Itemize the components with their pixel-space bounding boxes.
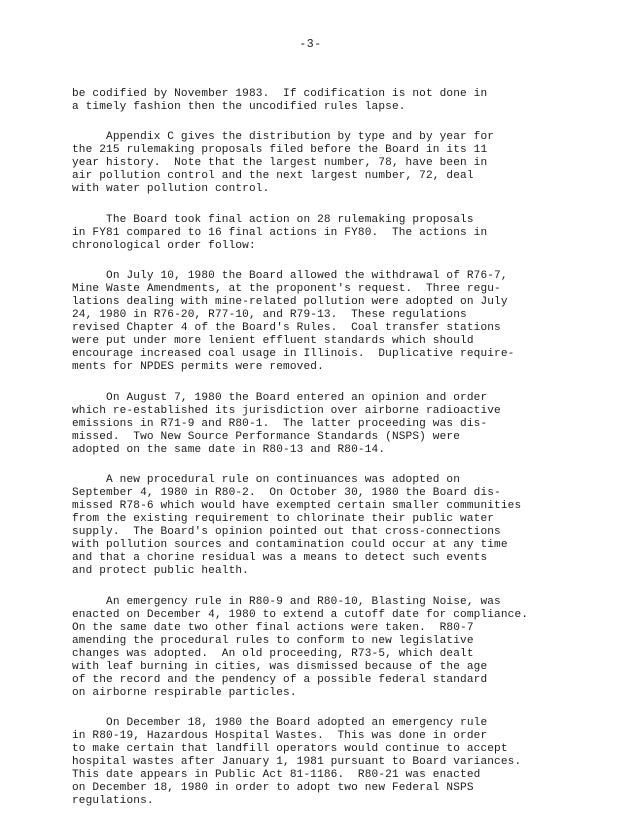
text-line: missed. Two New Source Performance Standards (NSPS) were	[72, 430, 461, 443]
text-line: Mine Waste Amendments, at the proponent's request. Three regu-	[72, 283, 501, 296]
paragraph	[72, 214, 572, 253]
text-line: lations dealing with mine-related pollution were adopted on July	[72, 296, 508, 309]
text-line: This date appears in Public Act 81-1186. R80-21 was enacted	[72, 769, 481, 782]
text-line: which re-established its jurisdiction over airborne radioactive	[72, 404, 501, 417]
text-line: a timely fashion then the uncodified rules lapse.	[72, 101, 406, 114]
text-line: supply. The Board's opinion pointed out that cross-connections	[72, 526, 501, 539]
text-line: encourage increased coal usage in Illinois. Duplicative require-	[72, 348, 515, 361]
text-line: were put under more lenient effluent standards which should	[72, 335, 474, 348]
text-line: 24, 1980 in R76-20, R77-10, and R79-13. These regulations	[72, 309, 467, 322]
text-line: with pollution sources and contamination could occur at any time	[72, 539, 508, 552]
text-line: in R80-19, Hazardous Hospital Wastes. This was done in order	[72, 730, 488, 743]
text-line: to make certain that landfill operators would continue to accept	[72, 743, 508, 756]
text-line: emissions in R71-9 and R80-1. The latter proceeding was dis-	[72, 417, 488, 430]
text-line: the 215 rulemaking proposals filed before the Board in its 11	[72, 144, 488, 157]
text-line: hospital wastes after January 1, 1981 pursuant to Board variances.	[72, 756, 522, 769]
paragraph	[72, 270, 572, 374]
paragraph	[72, 717, 572, 808]
text-line: adopted on the same date in R80-13 and R80-14.	[72, 443, 386, 456]
paragraph	[72, 596, 572, 700]
text-line: chronological order follow:	[72, 239, 256, 252]
text-line: On the same date two other final actions were taken. R80-7	[72, 621, 474, 634]
text-line: A new procedural rule on continuances was adopted on	[72, 474, 461, 487]
text-line: On August 7, 1980 the Board entered an opinion and order	[72, 391, 488, 404]
text-line: with water pollution control.	[72, 183, 270, 196]
text-line: and that a chorine residual was a means to detect such events	[72, 552, 488, 565]
paragraph	[72, 474, 572, 578]
text-line: The Board took final action on 28 rulemaking proposals	[72, 213, 474, 226]
text-line: year history. Note that the largest number, 78, have been in	[72, 157, 488, 170]
text-line: changes was adopted. An old proceeding, R73-5, which dealt	[72, 647, 474, 660]
text-line: enacted on December 4, 1980 to extend a cutoff date for compliance.	[72, 608, 529, 621]
text-line: regulations.	[72, 795, 154, 808]
page-number: -3-	[299, 38, 322, 51]
paragraph	[72, 131, 572, 196]
text-line: On July 10, 1980 the Board allowed the withdrawal of R76-7,	[72, 270, 508, 283]
paragraph	[72, 392, 572, 457]
text-line: missed R78-6 which would have exempted certain smaller communities	[72, 500, 522, 513]
text-line: air pollution control and the next largest number, 72, deal	[72, 170, 474, 183]
text-line: of the record and the pendency of a possible federal standard	[72, 673, 488, 686]
text-line: amending the procedural rules to conform to new legislative	[72, 634, 474, 647]
text-line: in FY81 compared to 16 final actions in FY80. The actions in	[72, 226, 488, 239]
text-line: An emergency rule in R80-9 and R80-10, Blasting Noise, was	[72, 595, 501, 608]
text-line: on airborne respirable particles.	[72, 686, 297, 699]
text-line: Appendix C gives the distribution by type and by year for	[72, 131, 495, 144]
text-line: be codified by November 1983. If codification is not done in	[72, 88, 488, 100]
body-text	[72, 88, 572, 826]
text-line: and protect public health.	[72, 565, 249, 578]
text-line: on December 18, 1980 in order to adopt two new Federal NSPS	[72, 782, 474, 795]
text-line: ments for NPDES permits were removed.	[72, 361, 324, 374]
text-line: September 4, 1980 in R80-2. On October 30, 1980 the Board dis-	[72, 487, 501, 500]
text-line: with leaf burning in cities, was dismissed because of the age	[72, 660, 488, 673]
text-line: from the existing requirement to chlorinate their public water	[72, 513, 495, 526]
text-line: On December 18, 1980 the Board adopted an emergency rule	[72, 717, 488, 730]
text-line: revised Chapter 4 of the Board's Rules. Coal transfer stations	[72, 322, 501, 335]
paragraph	[72, 88, 572, 114]
